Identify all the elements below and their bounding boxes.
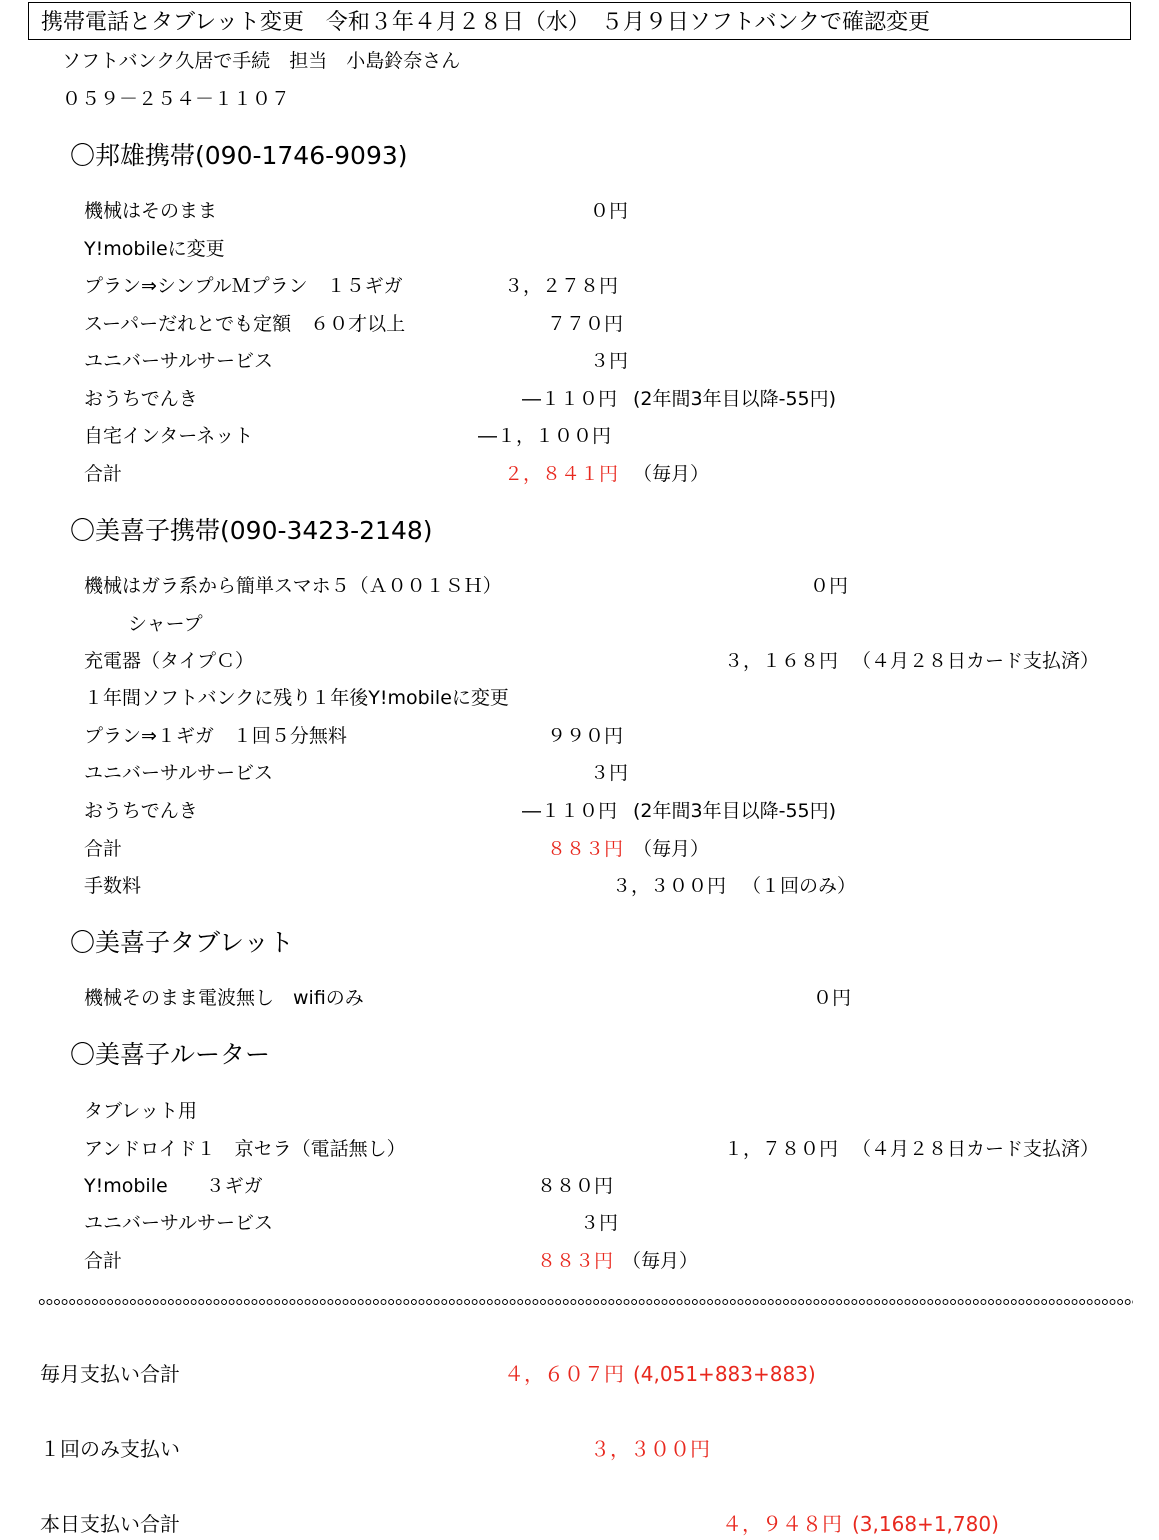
- row-amount: ３円: [590, 350, 629, 372]
- row-label: Y!mobileに変更: [84, 238, 225, 260]
- document-title: 携帯電話とタブレット変更 令和３年４月２８日（水） ５月９日ソフトバンクで確認変更: [41, 10, 931, 35]
- row-label: アンドロイド１ 京セラ（電話無し）: [84, 1138, 406, 1160]
- row-note: （１回のみ）: [742, 875, 857, 897]
- row-label: 自宅インターネット: [84, 425, 254, 447]
- row-label: タブレット用: [84, 1100, 198, 1122]
- row-label: 機械はそのまま: [84, 200, 218, 222]
- row-amount: ０円: [810, 575, 849, 597]
- row-amount: ３，１６８円: [724, 650, 839, 672]
- row-label-total: 合計: [84, 838, 123, 860]
- row-amount: １，７８０円: [724, 1138, 839, 1160]
- row-label-total: 合計: [84, 1250, 123, 1272]
- row-note: （４月２８日カード支払済）: [852, 1138, 1100, 1160]
- row-note: （毎月）: [622, 1250, 699, 1272]
- section-heading-mikiko-router: 〇美喜子ルーター: [70, 1040, 271, 1069]
- row-note: (2年間3年目以降-55円): [633, 800, 837, 822]
- dotted-divider: [38, 1297, 1133, 1307]
- row-label: ユニバーサルサービス: [84, 350, 274, 372]
- row-label: ユニバーサルサービス: [84, 1212, 274, 1234]
- row-amount: ０円: [590, 200, 629, 222]
- row-label: おうちでんき: [84, 388, 198, 410]
- row-amount: ３円: [590, 762, 629, 784]
- row-label: Y!mobile ３ギガ: [84, 1175, 263, 1197]
- row-amount: ７７０円: [547, 313, 624, 335]
- row-label: 充電器（タイプＣ）: [84, 650, 255, 672]
- summary-today-note: (3,168+1,780): [852, 1512, 999, 1536]
- summary-monthly-amount: ４，６０７円: [504, 1362, 624, 1386]
- row-note: （毎月）: [633, 463, 710, 485]
- row-amount: ―１１０円: [522, 388, 618, 410]
- row-amount: ０円: [813, 987, 852, 1009]
- summary-once-label: １回のみ支払い: [40, 1437, 180, 1461]
- row-amount: ８８０円: [537, 1175, 614, 1197]
- row-note: （４月２８日カード支払済）: [852, 650, 1100, 672]
- row-amount: ９９０円: [547, 725, 624, 747]
- row-amount: ３，２７８円: [504, 275, 619, 297]
- summary-today-label: 本日支払い合計: [40, 1512, 180, 1536]
- row-label: スーパーだれとでも定額 ６０才以上: [84, 313, 406, 335]
- summary-once-amount: ３，３００円: [590, 1437, 710, 1461]
- row-amount: ３円: [580, 1212, 619, 1234]
- row-note: （毎月）: [633, 838, 710, 860]
- summary-today-amount: ４，９４８円: [722, 1512, 842, 1536]
- row-label-total: 合計: [84, 463, 123, 485]
- row-amount: ―１，１００円: [478, 425, 612, 447]
- row-amount: ３，３００円: [612, 875, 727, 897]
- row-label: ユニバーサルサービス: [84, 762, 274, 784]
- row-amount-total: ８８３円: [537, 1250, 614, 1272]
- section-heading-mikiko-phone: 〇美喜子携帯(090-3423-2148): [70, 516, 433, 545]
- row-amount-total: ２，８４１円: [504, 463, 619, 485]
- row-label: 機械そのまま電波無し wifiのみ: [84, 987, 364, 1009]
- row-amount-total: ８８３円: [547, 838, 624, 860]
- summary-monthly-note: (4,051+883+883): [633, 1362, 816, 1386]
- summary-monthly-label: 毎月支払い合計: [40, 1362, 180, 1386]
- shop-phone: ０５９－２５４－１１０７: [62, 88, 291, 110]
- section-heading-kunio-phone: 〇邦雄携帯(090-1746-9093): [70, 141, 408, 170]
- row-label: プラン⇒シンプルＭプラン １５ギガ: [84, 275, 403, 297]
- row-label: プラン⇒１ギガ １回５分無料: [84, 725, 347, 747]
- shop-info: ソフトバンク久居で手続 担当 小島鈴奈さん: [62, 50, 461, 72]
- row-label: 手数料: [84, 875, 142, 897]
- row-amount: ―１１０円: [522, 800, 618, 822]
- section-heading-mikiko-tablet: 〇美喜子タブレット: [70, 928, 294, 957]
- row-note: (2年間3年目以降-55円): [633, 388, 837, 410]
- row-label: １年間ソフトバンクに残り１年後Y!mobileに変更: [84, 687, 509, 709]
- row-label: シャープ: [128, 613, 203, 635]
- row-label: 機械はガラ系から簡単スマホ５（Ａ００１ＳＨ）: [84, 575, 502, 597]
- title-box: [28, 2, 1131, 40]
- row-label: おうちでんき: [84, 800, 198, 822]
